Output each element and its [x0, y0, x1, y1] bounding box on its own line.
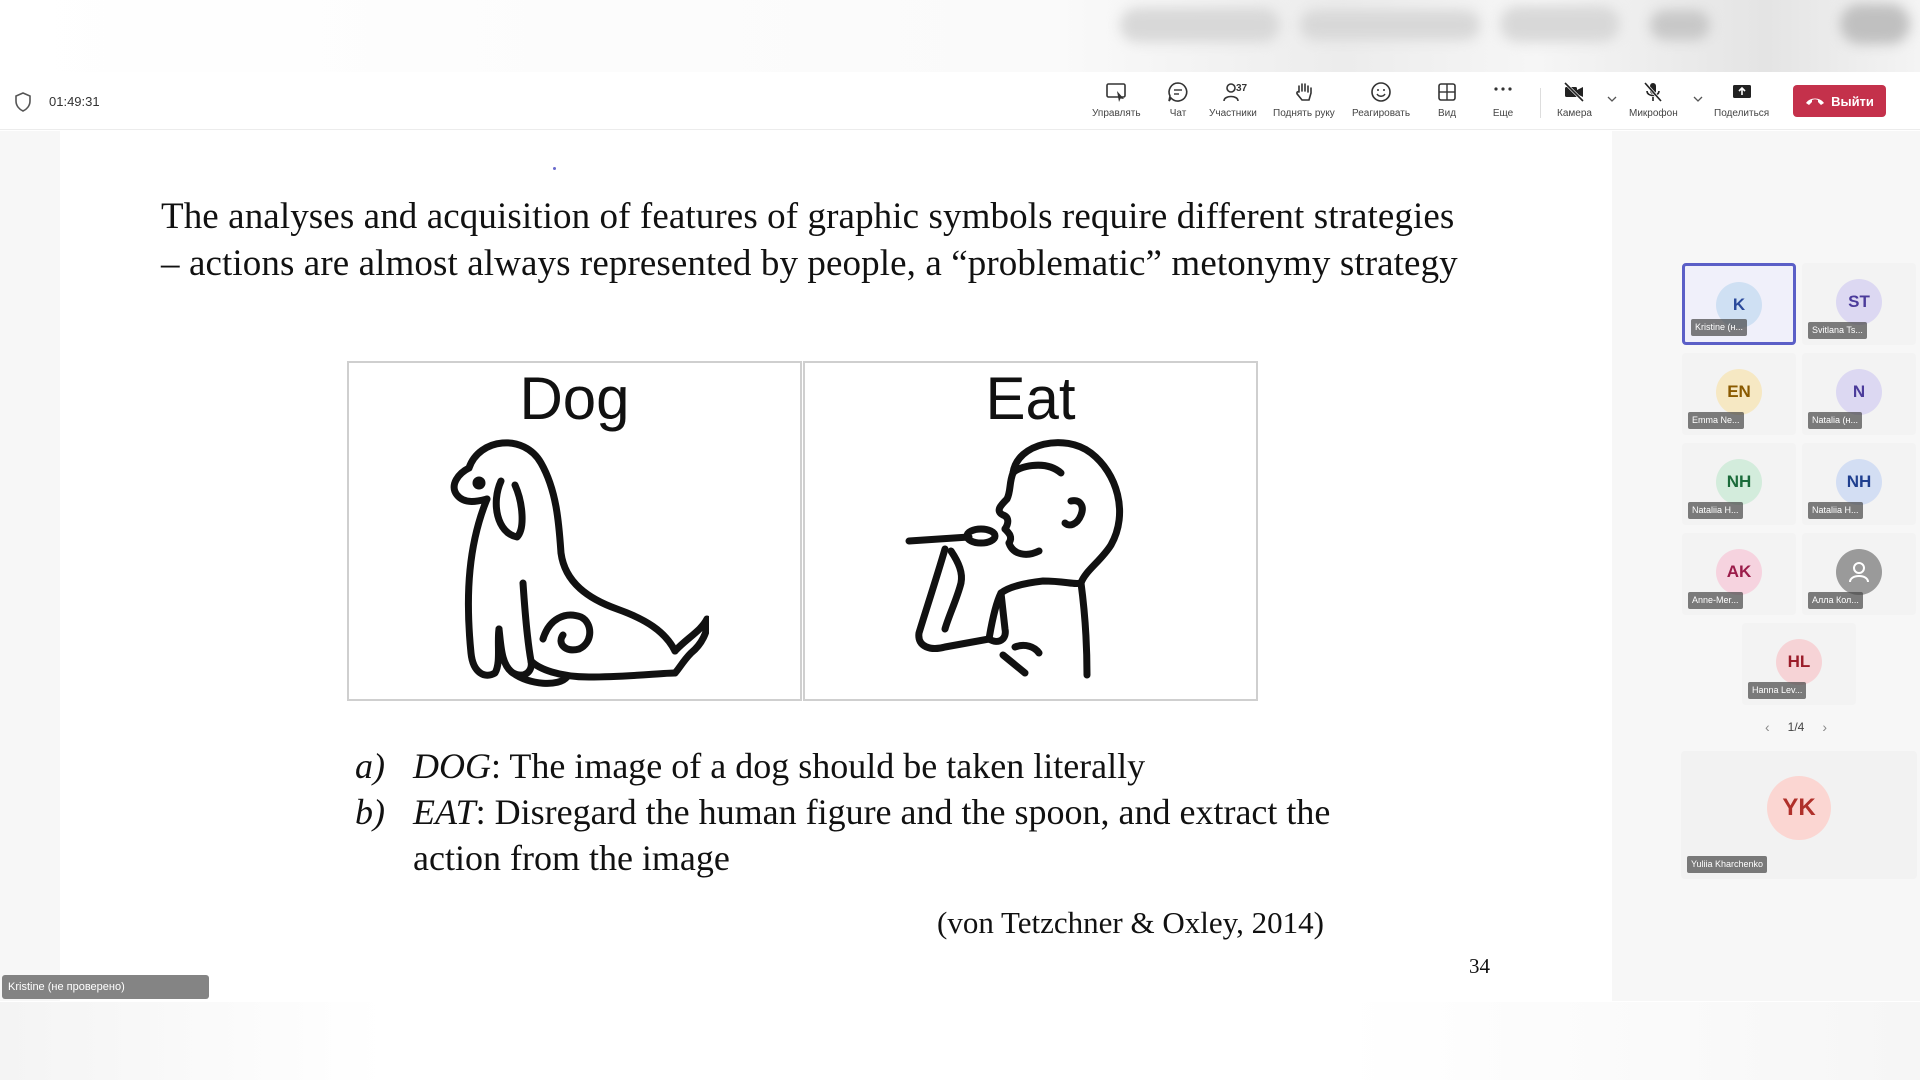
participant-name: Anne-Mer... — [1688, 592, 1743, 609]
microphone-button[interactable] — [1629, 80, 1678, 128]
avatar: N — [1836, 369, 1882, 415]
control-button[interactable] — [1092, 80, 1141, 128]
chat-button[interactable] — [1166, 80, 1190, 128]
share-button[interactable] — [1714, 80, 1769, 128]
list-term-eat: EAT — [413, 792, 476, 832]
view-button[interactable] — [1435, 80, 1459, 128]
raise-hand-button[interactable] — [1273, 80, 1335, 128]
chat-label: Чат — [1169, 108, 1187, 119]
participant-name: Yuliia Kharchenko — [1687, 856, 1767, 873]
avatar — [1836, 549, 1882, 595]
list-text-b-continuation: action from the image — [413, 838, 730, 878]
toolbar-divider — [1540, 88, 1541, 118]
participant-name: Алла Кол... — [1808, 592, 1863, 609]
slide-page-number: 34 — [1469, 954, 1490, 978]
more-button[interactable] — [1491, 80, 1515, 128]
participant-tile[interactable] — [1742, 623, 1856, 705]
camera-off-icon — [1562, 80, 1586, 104]
chat-icon — [1166, 80, 1190, 104]
present-control-icon — [1104, 80, 1128, 104]
participants-button[interactable] — [1209, 80, 1257, 128]
leave-button[interactable] — [1793, 85, 1886, 117]
chevron-right-icon[interactable]: › — [1822, 719, 1828, 735]
participant-name: Svitlana Ts... — [1808, 322, 1867, 339]
featured-participant-tile[interactable] — [1681, 751, 1917, 879]
avatar: NH — [1836, 459, 1882, 505]
list-marker-b: b) — [355, 792, 385, 832]
avatar: K — [1716, 282, 1762, 328]
shield-icon — [14, 92, 32, 112]
smiley-icon — [1369, 80, 1393, 104]
participant-name: Kristine (н... — [1691, 319, 1747, 336]
avatar: HL — [1776, 639, 1822, 685]
participant-tile[interactable] — [1802, 353, 1916, 435]
avatar: EN — [1716, 369, 1762, 415]
chevron-left-icon[interactable]: ‹ — [1765, 719, 1770, 735]
slide-citation: (von Tetzchner & Oxley, 2014) — [937, 905, 1324, 940]
meeting-toolbar — [0, 74, 1920, 130]
list-body-a — [413, 743, 1433, 789]
react-label: Реагировать — [1352, 108, 1411, 119]
gallery-page-indicator: 1/4 — [1787, 720, 1805, 734]
camera-button[interactable] — [1557, 80, 1592, 128]
participants-count: 37 — [1236, 83, 1248, 94]
dog-icon — [439, 433, 709, 695]
grid-view-icon — [1435, 80, 1459, 104]
more-dots-icon — [1491, 80, 1515, 104]
list-term-dog: DOG — [413, 746, 491, 786]
participant-tile[interactable] — [1802, 443, 1916, 525]
eat-symbol-panel — [803, 361, 1258, 701]
microphone-label: Микрофон — [1629, 108, 1678, 119]
list-text-a: : The image of a dog should be taken literally — [491, 746, 1146, 786]
participants-label: Участники — [1209, 108, 1257, 119]
participant-tile[interactable] — [1802, 263, 1916, 345]
avatar: ST — [1836, 279, 1882, 325]
share-screen-icon — [1730, 80, 1754, 104]
camera-options-chevron-icon[interactable] — [1607, 94, 1617, 104]
participant-name: Hanna Lev... — [1748, 682, 1806, 699]
eat-symbol-title: Eat — [985, 365, 1076, 432]
participant-name: Natalia (н... — [1808, 412, 1862, 429]
mic-options-chevron-icon[interactable] — [1693, 94, 1703, 104]
hang-up-icon — [1805, 95, 1825, 107]
react-button[interactable] — [1352, 80, 1410, 128]
stage-margin-left — [0, 131, 60, 1001]
participant-name: Nataliia H... — [1688, 502, 1743, 519]
participant-tile[interactable] — [1682, 443, 1796, 525]
avatar: YK — [1767, 776, 1831, 840]
dog-symbol-panel — [347, 361, 802, 701]
slide-heading-line-2: – actions are almost always represented by people, a “problematic” metonymy strategy — [161, 243, 1458, 284]
participant-tile[interactable] — [1682, 263, 1796, 345]
more-label: Еще — [1492, 108, 1514, 119]
camera-label: Камера — [1557, 108, 1592, 119]
person-eating-with-spoon-icon — [905, 433, 1165, 695]
slide-pointer-dot — [553, 167, 556, 170]
raise-hand-label: Поднять руку — [1273, 108, 1335, 119]
participant-tile[interactable] — [1682, 353, 1796, 435]
slide-heading — [161, 193, 1541, 287]
avatar: AK — [1716, 549, 1762, 595]
avatar: NH — [1716, 459, 1762, 505]
leave-label: Выйти — [1831, 93, 1874, 109]
dog-symbol-title: Dog — [519, 365, 630, 432]
control-label: Управлять — [1092, 108, 1141, 119]
view-label: Вид — [1437, 108, 1457, 119]
slide-heading-line-1: The analyses and acquisition of features of graphic symbols require different strategies — [161, 196, 1455, 237]
self-view-label: Kristine (не проверено) — [2, 975, 209, 999]
mic-off-icon — [1641, 80, 1665, 104]
participant-tile[interactable] — [1682, 533, 1796, 615]
participant-tile[interactable] — [1802, 533, 1916, 615]
list-body-b — [413, 789, 1433, 881]
gallery-pager — [1765, 719, 1827, 735]
blurred-header — [0, 0, 1920, 72]
shared-slide — [60, 131, 1612, 1001]
list-marker-a: a) — [355, 746, 385, 786]
participant-name: Emma Ne... — [1688, 412, 1744, 429]
blurred-footer — [0, 1002, 1920, 1080]
participant-name: Nataliia H... — [1808, 502, 1863, 519]
share-label: Поделиться — [1714, 108, 1770, 119]
person-icon — [1846, 559, 1872, 585]
meeting-timer: 01:49:31 — [49, 94, 100, 109]
list-text-b: : Disregard the human figure and the spoon, and extract the — [475, 792, 1331, 832]
hand-icon — [1292, 80, 1316, 104]
